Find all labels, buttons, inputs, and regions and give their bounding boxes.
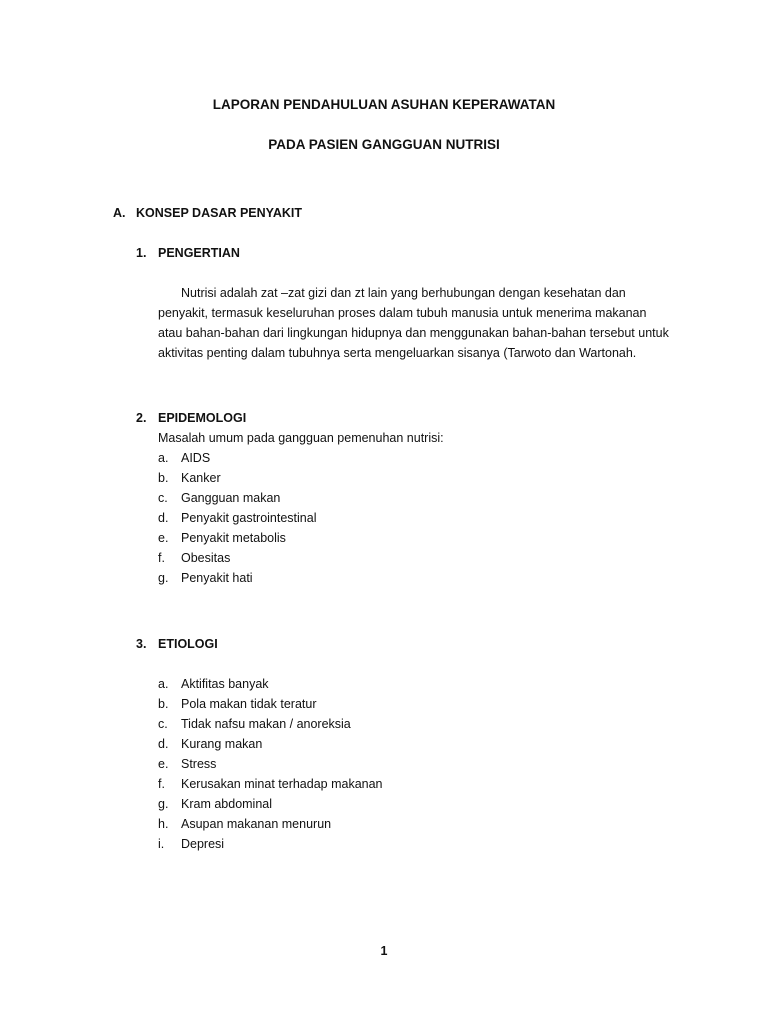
- list-item-marker: b.: [158, 471, 169, 485]
- list-item-marker: d.: [158, 511, 169, 525]
- list-item: [158, 774, 383, 794]
- list-item-marker: f.: [158, 777, 165, 791]
- list-item-text: Pola makan tidak teratur: [181, 697, 317, 711]
- pengertian-marker: 1.: [136, 246, 147, 260]
- list-item-text: Kram abdominal: [181, 797, 273, 811]
- page-number: 1: [380, 944, 388, 958]
- list-item-marker: c.: [158, 717, 168, 731]
- list-item-marker: e.: [158, 531, 169, 545]
- pengertian-line: penyakit, termasuk keseluruhan proses dalam tubuh manusia untuk menerima makanan: [158, 306, 647, 320]
- etiologi-list: [158, 674, 383, 854]
- list-item-marker: a.: [158, 677, 169, 691]
- list-item-marker: f.: [158, 551, 165, 565]
- list-item-marker: g.: [158, 571, 169, 585]
- list-item-marker: c.: [158, 491, 168, 505]
- list-item-text: Aktifitas banyak: [181, 677, 269, 691]
- list-item: [158, 528, 317, 548]
- pengertian-line: Nutrisi adalah zat –zat gizi dan zt lain yang berhubungan dengan kesehatan dan: [181, 286, 626, 300]
- list-item-text: Gangguan makan: [181, 491, 281, 505]
- list-item: [158, 814, 383, 834]
- list-item-marker: h.: [158, 817, 169, 831]
- list-item: [158, 674, 383, 694]
- epidemologi-marker: 2.: [136, 411, 147, 425]
- list-item: [158, 714, 383, 734]
- pengertian-paragraph: [158, 283, 698, 363]
- list-item: [158, 694, 383, 714]
- pengertian-heading: PENGERTIAN: [158, 246, 240, 260]
- list-item-text: Obesitas: [181, 551, 231, 565]
- list-item-marker: b.: [158, 697, 169, 711]
- document-title-line1: LAPORAN PENDAHULUAN ASUHAN KEPERAWATAN: [212, 97, 556, 112]
- pengertian-line: atau bahan-bahan dari lingkungan hidupnya dan menggunakan bahan-bahan tersebut untuk: [158, 326, 669, 340]
- list-item-text: Kanker: [181, 471, 221, 485]
- list-item-text: Depresi: [181, 837, 225, 851]
- section-a-marker: A.: [113, 206, 126, 220]
- etiologi-heading: ETIOLOGI: [158, 637, 218, 651]
- list-item-text: Kurang makan: [181, 737, 263, 751]
- list-item-text: Penyakit metabolis: [181, 531, 286, 545]
- list-item: [158, 448, 317, 468]
- list-item: [158, 794, 383, 814]
- list-item: [158, 734, 383, 754]
- list-item-text: AIDS: [181, 451, 211, 465]
- list-item: [158, 568, 317, 588]
- list-item-marker: d.: [158, 737, 169, 751]
- document-title-line2: PADA PASIEN GANGGUAN NUTRISI: [268, 137, 500, 152]
- list-item-marker: e.: [158, 757, 169, 771]
- list-item: [158, 488, 317, 508]
- etiologi-marker: 3.: [136, 637, 147, 651]
- list-item-text: Kerusakan minat terhadap makanan: [181, 777, 383, 791]
- list-item-marker: g.: [158, 797, 169, 811]
- list-item-text: Stress: [181, 757, 217, 771]
- list-item: [158, 468, 317, 488]
- list-item-text: Penyakit gastrointestinal: [181, 511, 317, 525]
- list-item-text: Penyakit hati: [181, 571, 253, 585]
- list-item: [158, 508, 317, 528]
- list-item-marker: i.: [158, 837, 165, 851]
- list-item-text: Asupan makanan menurun: [181, 817, 332, 831]
- epidemologi-intro: Masalah umum pada gangguan pemenuhan nutrisi:: [158, 431, 444, 445]
- list-item: [158, 754, 383, 774]
- list-item-text: Tidak nafsu makan / anoreksia: [181, 717, 351, 731]
- section-a-heading: KONSEP DASAR PENYAKIT: [136, 206, 303, 220]
- epidemologi-heading: EPIDEMOLOGI: [158, 411, 247, 425]
- pengertian-line: aktivitas penting dalam tubuhnya serta mengeluarkan sisanya (Tarwoto dan Wartonah.: [158, 346, 637, 360]
- epidemologi-list: [158, 448, 317, 588]
- list-item: [158, 548, 317, 568]
- list-item: [158, 834, 383, 854]
- list-item-marker: a.: [158, 451, 169, 465]
